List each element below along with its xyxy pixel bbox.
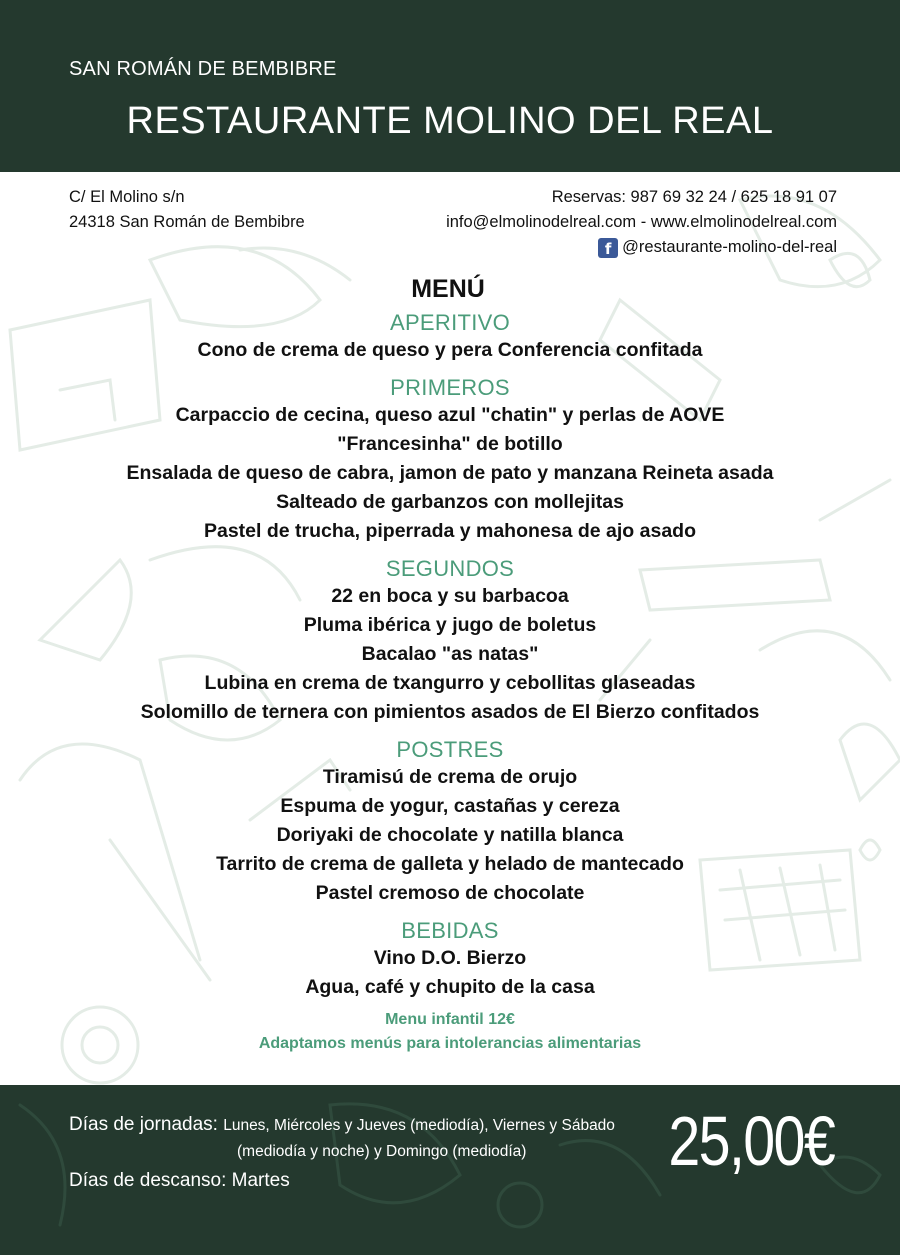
town-name: SAN ROMÁN DE BEMBIBRE: [69, 58, 337, 80]
section-heading-bebidas: BEBIDAS: [401, 918, 499, 943]
working-days-label: Días de jornadas:: [69, 1114, 218, 1135]
facebook-link[interactable]: [598, 235, 837, 260]
menu-item: 22 en boca y su barbacoa: [331, 585, 569, 607]
working-days: [69, 1114, 615, 1136]
menu-item: Pastel cremoso de chocolate: [315, 882, 585, 904]
menu-price: 25,00€: [668, 1102, 834, 1180]
menu-item: Carpaccio de cecina, queso azul "chatin" y perlas de AOVE: [175, 404, 725, 426]
email-website: info@elmolinodelreal.com - www.elmolinodelreal.com: [446, 213, 837, 231]
rest-day-label: Días de descanso:: [69, 1170, 227, 1191]
menu-item: Vino D.O. Bierzo: [373, 947, 527, 969]
menu-item: Tiramisú de crema de orujo: [322, 766, 578, 788]
menu-item: Salteado de garbanzos con mollejitas: [276, 491, 624, 513]
contact-block: [446, 185, 837, 262]
kids-menu-note: Menu infantil 12€: [385, 1011, 515, 1028]
working-days-value-1: Lunes, Miércoles y Jueves (mediodía), Viernes y Sábado: [223, 1117, 615, 1134]
section-heading-segundos: SEGUNDOS: [385, 556, 515, 581]
menu-item: Pastel de trucha, piperrada y mahonesa de ajo asado: [203, 520, 696, 542]
rest-day: [69, 1170, 290, 1192]
menu-item: Pluma ibérica y jugo de boletus: [303, 614, 597, 636]
menu-content: [0, 272, 900, 1056]
section-heading-aperitivo: APERITIVO: [389, 310, 511, 335]
facebook-icon: f: [598, 238, 618, 258]
address-line-1: C/ El Molino s/n: [69, 188, 185, 206]
menu-title: MENÚ: [411, 275, 485, 303]
menu-item: Lubina en crema de txangurro y cebollitas glaseadas: [204, 672, 696, 694]
rest-day-value: Martes: [231, 1170, 290, 1191]
intolerance-note: Adaptamos menús para intolerancias alimentarias: [258, 1035, 642, 1052]
menu-item: Espuma de yogur, castañas y cereza: [280, 795, 620, 817]
menu-item: Solomillo de ternera con pimientos asados de El Bierzo confitados: [140, 701, 760, 723]
menu-item: "Francesinha" de botillo: [337, 433, 563, 455]
footer-banner: [0, 1085, 900, 1255]
menu-item: Agua, café y chupito de la casa: [305, 976, 595, 998]
working-days-value-2: (mediodía y noche) y Domingo (mediodía): [237, 1143, 527, 1160]
address-line-2: 24318 San Román de Bembibre: [69, 213, 305, 231]
address-block: [69, 185, 305, 235]
section-heading-postres: POSTRES: [396, 737, 504, 762]
menu-item: Cono de crema de queso y pera Conferencia confitada: [197, 339, 703, 361]
restaurant-title: RESTAURANTE MOLINO DEL REAL: [126, 100, 774, 142]
reservations-phone: Reservas: 987 69 32 24 / 625 18 91 07: [551, 188, 837, 206]
header-banner: [0, 0, 900, 172]
menu-item: Tarrito de crema de galleta y helado de mantecado: [216, 853, 684, 875]
menu-notes: [0, 1008, 900, 1056]
menu-item: Ensalada de queso de cabra, jamon de pato y manzana Reineta asada: [126, 462, 774, 484]
section-heading-primeros: PRIMEROS: [390, 375, 510, 400]
menu-item: Bacalao "as natas": [361, 643, 539, 665]
menu-item: Doriyaki de chocolate y natilla blanca: [276, 824, 624, 846]
facebook-handle: @restaurante-molino-del-real: [622, 238, 837, 256]
